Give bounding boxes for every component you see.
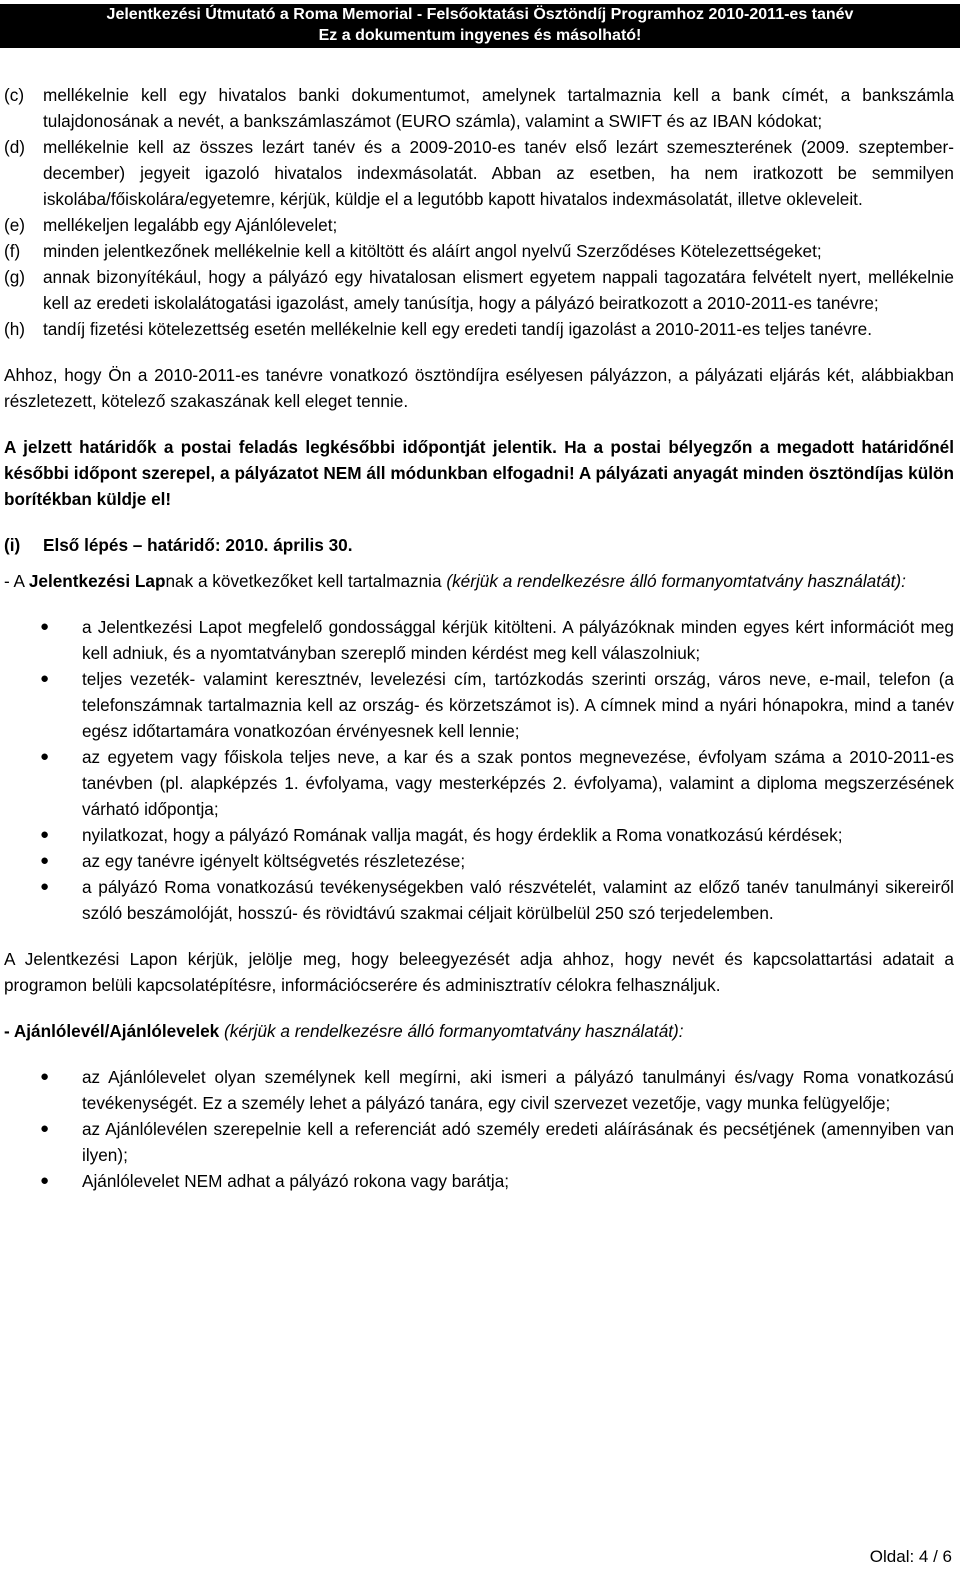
section-italic: (kérjük a rendelkezésre álló formanyomtatvány használatát): (446, 571, 906, 591)
bullet-text: a Jelentkezési Lapot megfelelő gondossággal kérjük kitölteni. A pályázóknak minden egyes kért információt meg kell adniuk, és a nyomtatványban szereplő minden kérdést meg kell válaszolniuk; (82, 617, 954, 663)
list-item (4, 1116, 954, 1168)
bullet-text: a pályázó Roma vonatkozású tevékenységekben való részvételét, valamint az előző tanév tanulmányi sikereiről szóló beszámolóját, hosszú- és rövidtávú szakmai céljait körülbelül 250 szó terjedelemben. (82, 877, 954, 923)
list-item (4, 1064, 954, 1116)
bullet-icon: ● (40, 1068, 50, 1085)
step-label: (i) (4, 535, 21, 555)
section-heading-application-form (4, 568, 954, 594)
section-heading-recommendation (4, 1018, 954, 1044)
bullet-icon: ● (40, 748, 50, 765)
bullet-text: az egyetem vagy főiskola teljes neve, a kar és a szak pontos megnevezése, évfolyam száma a 2010-2011-es tanévben (pl. alapképzés 1. évfolyama, vagy mesterképzés 2. évfolyama), valamint a diploma megszerzésének várható időpontja; (82, 747, 954, 819)
section-middle: nak a következőket kell tartalmaznia (165, 571, 447, 591)
bullet-icon: ● (40, 1172, 50, 1189)
item-label: (d) (4, 137, 26, 157)
header-subtitle: Ez a dokumentum ingyenes és másolható! (318, 27, 642, 44)
requirements-list (4, 82, 954, 342)
section-italic: (kérjük a rendelkezésre álló formanyomtatvány használatát): (219, 1021, 684, 1041)
application-form-list (4, 614, 954, 926)
item-text: minden jelentkezőnek mellékelnie kell a kitöltött és aláírt angol nyelvű Szerződéses Kötelezettségeket; (43, 241, 822, 261)
item-label: (c) (4, 85, 25, 105)
bullet-icon: ● (40, 852, 50, 869)
bullet-icon: ● (40, 1120, 50, 1137)
page-header (0, 4, 960, 48)
list-item (4, 238, 954, 264)
list-item (4, 134, 954, 212)
item-text: mellékelnie kell egy hivatalos banki dokumentumot, amelynek tartalmaznia kell a bank címét, a bankszámla tulajdonosának a nevét, a bankszámlaszámot (EURO számla), valamint a SWIFT és az IBAN kódokat; (43, 85, 954, 131)
intro-paragraph: Ahhoz, hogy Ön a 2010-2011-es tanévre vonatkozó ösztöndíjra esélyesen pályázzon, a pályázati eljárás két, alábbiakban részletezett, kötelező szakaszának kell eleget tennie. (4, 365, 954, 411)
list-item (4, 874, 954, 926)
list-item (4, 822, 954, 848)
list-item (4, 82, 954, 134)
list-item (4, 264, 954, 316)
bullet-text: az Ajánlólevelet olyan személynek kell megírni, aki ismeri a pályázó tanulmányi és/vagy Roma vonatkozású tevékenységét. Ez a személy lehet a pályázó tanára, egy civil szervezet vezetője, vagy munka felügyelője; (82, 1067, 954, 1113)
list-item (4, 316, 954, 342)
section-bold: - Ajánlólevél/Ajánlólevelek (4, 1021, 220, 1041)
consent-paragraph: A Jelentkezési Lapon kérjük, jelölje meg, hogy beleegyezését adja ahhoz, hogy nevét és kapcsolattartási adatait a programon belüli kapcsolatépítésre, információcserére és adminisztratív célokra felhasználjuk. (4, 949, 954, 995)
bullet-icon: ● (40, 826, 50, 843)
page-number: Oldal: 4 / 6 (869, 1547, 952, 1566)
bullet-icon: ● (40, 878, 50, 895)
bullet-icon: ● (40, 670, 50, 687)
item-label: (f) (4, 241, 21, 261)
item-text: annak bizonyítékául, hogy a pályázó egy hivatalosan elismert egyetem nappali tagozatára felvételt nyert, mellékelnie kell az eredeti iskolalátogatási igazolást, amely tanúsítja, hogy a pályázó beiratkozott a 2010-2011-es tanévre; (43, 267, 954, 313)
bullet-text: Ajánlólevelet NEM adhat a pályázó rokona vagy barátja; (82, 1171, 510, 1191)
bullet-text: az Ajánlólevélen szerepelnie kell a referenciát adó személy eredeti aláírásának és pecsétjének (amennyiben van ilyen); (82, 1119, 954, 1165)
list-item (4, 212, 954, 238)
list-item (4, 614, 954, 666)
step-title: Első lépés – határidő: 2010. április 30. (43, 535, 353, 555)
item-label: (e) (4, 215, 26, 235)
bullet-text: nyilatkozat, hogy a pályázó Romának vallja magát, és hogy érdeklik a Roma vonatkozású kérdések; (82, 825, 843, 845)
item-label: (g) (4, 267, 26, 287)
list-item (4, 744, 954, 822)
section-prefix: - A (4, 571, 29, 591)
item-text: mellékelnie kell az összes lezárt tanév és a 2009-2010-es tanév első lezárt szemeszterének (2009. szeptember-december) jegyeit igazoló hivatalos indexmásolatát. Abban az esetben, ha nem iratkozott be semmilyen iskolába/főiskolára/egyetemre, kérjük, küldje el a legutóbb kapott hivatalos indexmásolatát, illetve okleveleit. (43, 137, 954, 209)
list-item (4, 848, 954, 874)
deadline-notice-text: A jelzett határidők a postai feladás legkésőbbi időpontját jelentik. Ha a postai bélyegzőn a megadott határidőnél későbbi időpont szerepel, a pályázatot NEM áll módunkban elfogadni! A pályázati anyagát minden ösztöndíjas külön borítékban küldje el! (4, 437, 954, 509)
deadline-notice (4, 434, 954, 512)
item-label: (h) (4, 319, 26, 339)
item-text: tandíj fizetési kötelezettség esetén mellékelnie kell egy eredeti tandíj igazolást a 2010-2011-es teljes tanévre. (43, 319, 872, 339)
bullet-text: az egy tanévre igényelt költségvetés részletezése; (82, 851, 466, 871)
bullet-icon: ● (40, 618, 50, 635)
list-item (4, 666, 954, 744)
recommendation-list (4, 1064, 954, 1194)
header-title: Jelentkezési Útmutató a Roma Memorial - Felsőoktatási Ösztöndíj Programhoz 2010-2011-es tanév (106, 6, 854, 23)
list-item (4, 1168, 954, 1194)
item-text: mellékeljen legalább egy Ajánlólevelet; (43, 215, 338, 235)
step-heading (4, 532, 954, 558)
section-bold: Jelentkezési Lap (28, 571, 166, 591)
document-body (4, 82, 954, 1194)
bullet-text: teljes vezeték- valamint keresztnév, levelezési cím, tartózkodás szerinti ország, város neve, e-mail, telefon (a telefonszámnak tartalmaznia kell az ország- és körzetszámot is). A címnek mind a nyári hónapokra, mind a tanév egész időtartamára vonatkozóan érvényesnek kell lennie; (82, 669, 954, 741)
